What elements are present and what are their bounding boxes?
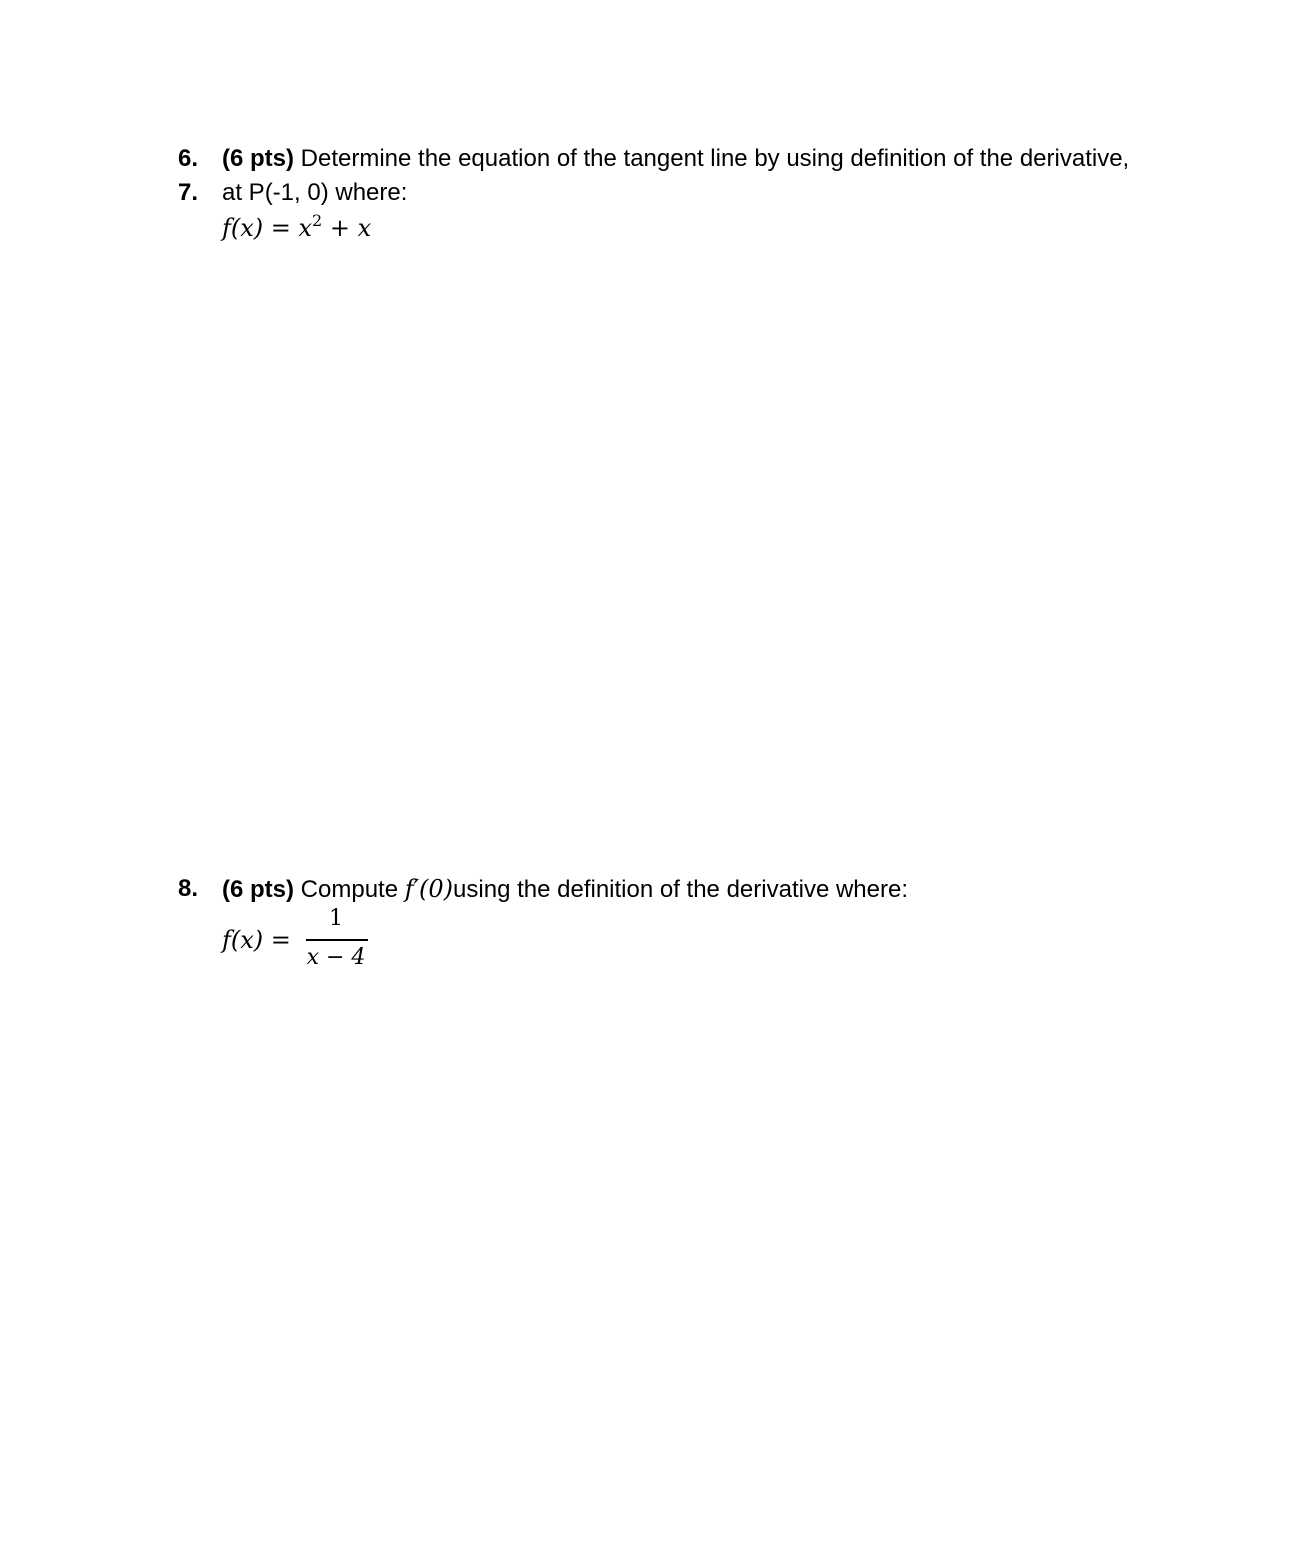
question-8-prompt-start: Compute (294, 876, 405, 903)
question-6-number: 6. (178, 145, 199, 172)
equation-2-lhs-text: f(x) = (222, 926, 291, 954)
equation-1-rhs: + x (322, 214, 372, 242)
question-6-points: (6 pts) (222, 145, 294, 172)
question-8-number: 8. (178, 875, 199, 902)
equation-1-lhs: f(x) = x (222, 214, 313, 242)
equation-1-exponent: 2 (312, 211, 323, 230)
question-7-text: at P(-1, 0) where: (222, 179, 408, 206)
question-8-text (222, 873, 908, 906)
equation-2-denominator: x − 4 (306, 945, 366, 970)
equation-2-fraction-bar (306, 939, 368, 941)
equation-1-formula (222, 212, 371, 244)
question-8-derivative: f′(0) (404, 875, 454, 903)
question-8-points: (6 pts) (222, 876, 294, 903)
question-6-prompt: Determine the equation of the tangent line by using definition of the derivative, (294, 145, 1130, 172)
question-6-text (222, 143, 1129, 175)
question-8-prompt-end: using the definition of the derivative where: (453, 876, 908, 903)
equation-2-numerator: 1 (329, 906, 343, 931)
question-7-number: 7. (178, 179, 199, 206)
